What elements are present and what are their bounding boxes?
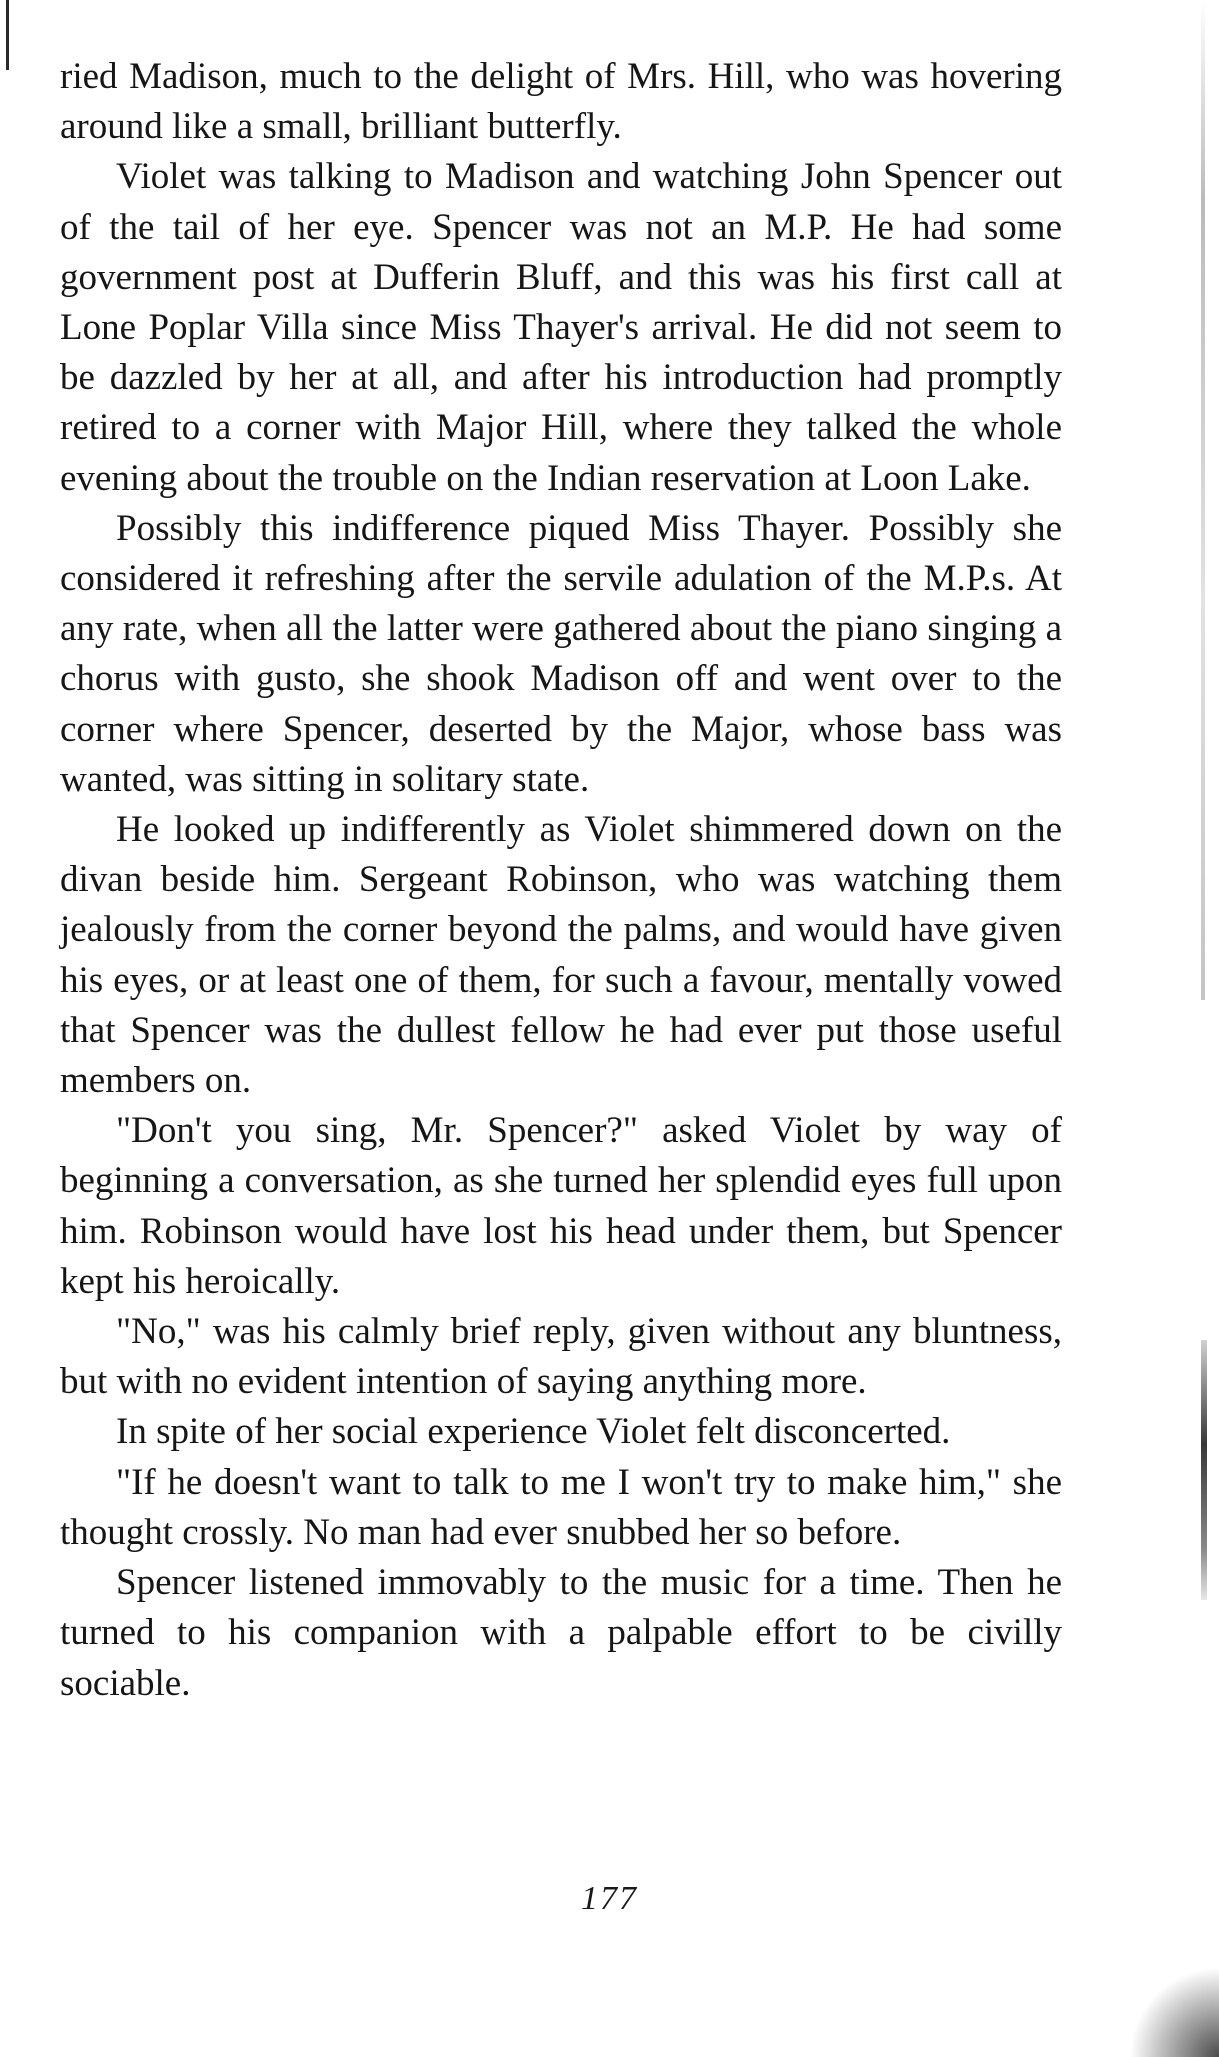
paragraph-2: Violet was talking to Madison and watching John Spencer out of the tail of her eye. Spencer was not an M.P. He had some government post at Dufferin Bluff, and this was his first call at Lone Poplar Villa since Miss Thayer's arrival. He did not seem to be dazzled by her at all, and after his introduction had promptly retired to a corner with Major Hill, where they talked the whole evening about the trouble on the Indian reservation at Loon Lake.	[60, 156, 1062, 499]
binding-shadow	[1201, 0, 1205, 1000]
paragraph-4: He looked up indifferently as Violet shimmered down on the divan beside him. Sergeant Robinson, who was watching them jealously from the corner beyond the palms, and would have given his eyes, or at least one of them, for such a favour, mentally vowed that Spencer was the dullest fellow he had ever put those useful members on.	[60, 809, 1062, 1102]
page-body	[60, 52, 1062, 1709]
paragraph-1: ried Madison, much to the delight of Mrs. Hill, who was hovering around like a small, brilliant butterfly.	[60, 56, 1062, 148]
scan-corner-shadow	[1129, 1967, 1219, 2057]
page-number: 177	[581, 1880, 638, 1917]
scan-edge-mark	[6, 0, 9, 70]
binding-shadow-dark	[1201, 1340, 1207, 1600]
paragraph-9: Spencer listened immovably to the music for a time. Then he turned to his companion with a palpable effort to be civilly sociable.	[60, 1562, 1062, 1704]
paragraph-7: In spite of her social experience Violet felt disconcerted.	[116, 1411, 951, 1453]
paragraph-8: "If he doesn't want to talk to me I won't try to make him," she thought crossly. No man had ever snubbed her so before.	[60, 1461, 1062, 1553]
paragraph-5: "Don't you sing, Mr. Spencer?" asked Violet by way of beginning a conversation, as she turned her splendid eyes full upon him. Robinson would have lost his head under them, but Spencer kept his heroically.	[60, 1110, 1062, 1302]
paragraph-3: Possibly this indifference piqued Miss Thayer. Possibly she considered it refreshing after the servile adulation of the M.P.s. At any rate, when all the latter were gathered about the piano singing a chorus with gusto, she shook Madison off and went over to the corner where Spencer, deserted by the Major, whose bass was wanted, was sitting in solitary state.	[60, 507, 1062, 800]
paragraph-6: "No," was his calmly brief reply, given without any bluntness, but with no evident intention of saying anything more.	[60, 1311, 1062, 1403]
